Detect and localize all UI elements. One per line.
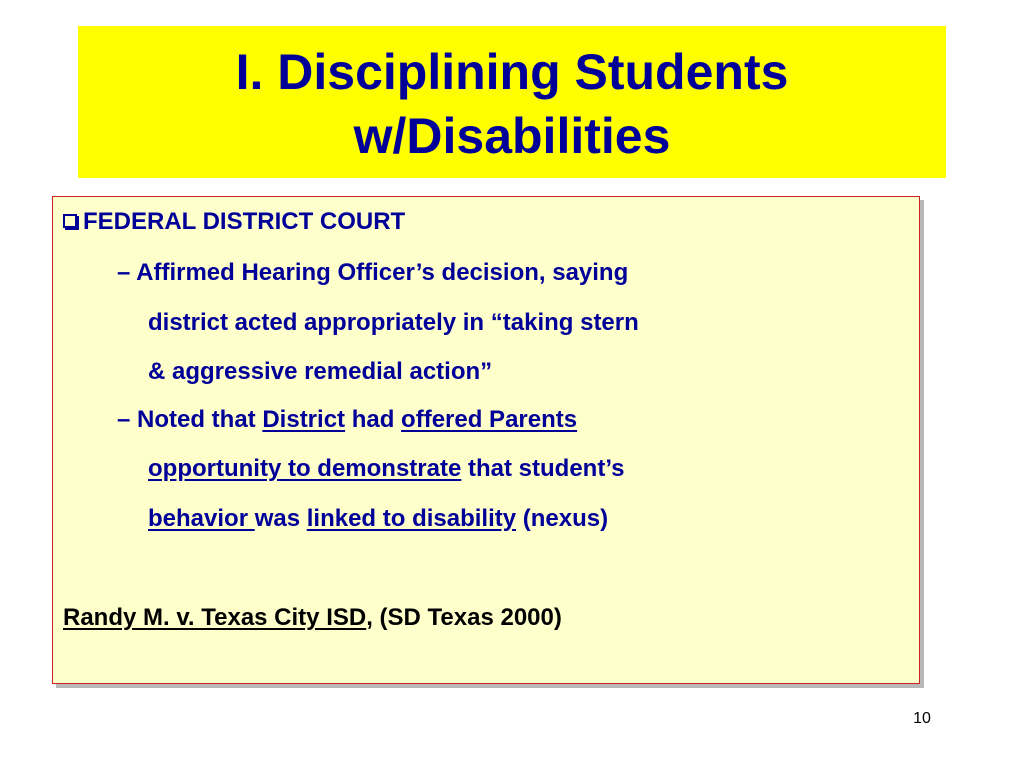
checkbox-bullet-icon (63, 214, 77, 228)
underlined-opportunity: opportunity to demonstrate (148, 455, 462, 482)
court-heading (63, 207, 405, 237)
bullet-2-had: had (345, 406, 402, 433)
page-number: 10 (913, 710, 931, 727)
bullet-2-nexus: (nexus) (516, 505, 609, 532)
bullet-2-line-2 (148, 454, 624, 484)
bullet-2-line-1 (117, 405, 577, 435)
bullet-1-line-1: – Affirmed Hearing Officer’s decision, saying (117, 259, 629, 286)
bullet-1-line-3: & aggressive remedial action” (148, 358, 493, 385)
bullet-2-prefix: – Noted that (117, 406, 263, 433)
bullet-1-line-2: district acted appropriately in “taking stern (148, 309, 639, 336)
slide-title-line-1: I. Disciplining Students (235, 44, 789, 100)
case-court-year: , (SD Texas 2000) (366, 604, 562, 631)
slide-title-line-2: w/Disabilities (353, 108, 671, 164)
bullet-2-was: was (254, 505, 307, 532)
underlined-district: District (262, 406, 346, 433)
underlined-offered-parents: offered Parents (401, 406, 578, 433)
underlined-behavior: behavior (148, 505, 255, 532)
case-name: Randy M. v. Texas City ISD (63, 604, 367, 631)
underlined-linked-to-disability: linked to disability (306, 505, 517, 532)
court-heading-text: FEDERAL DISTRICT COURT (83, 208, 406, 235)
case-citation (63, 603, 562, 633)
slide-title (78, 40, 946, 168)
content-box (52, 196, 920, 684)
bullet-2-that-students: that student’s (461, 455, 625, 482)
title-banner (78, 26, 946, 178)
bullet-2-line-3 (148, 504, 608, 534)
